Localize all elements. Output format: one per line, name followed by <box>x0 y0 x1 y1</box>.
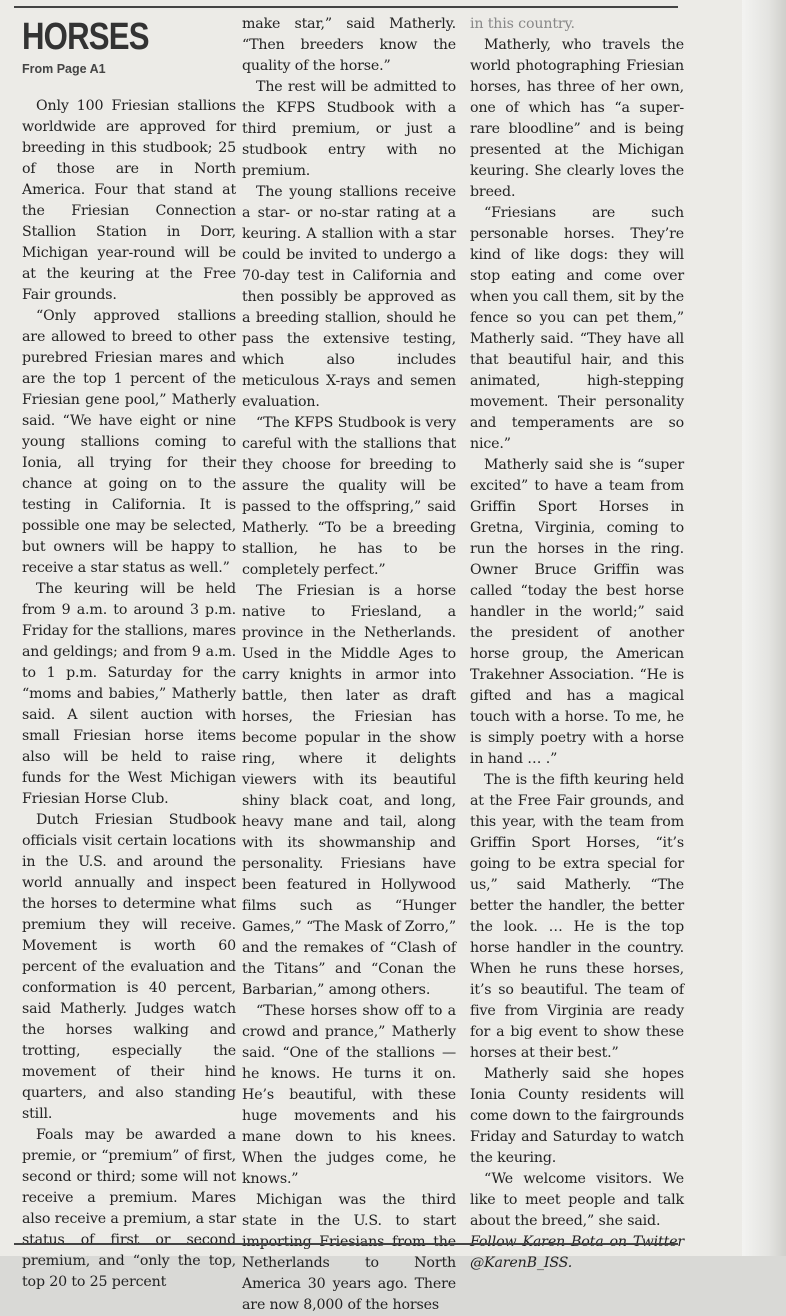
bottom-rule <box>14 1243 678 1245</box>
paragraph: Dutch Friesian Studbook officials visit certain locations in the U.S. and around the world annually and inspect the horses to determine what premium they will receive. Movement is worth 60 percent of the evaluation and conformation is 40 percent, said Matherly. Judges watch the horses walking and trotting, especially the movement of their hind quarters, and also standing still. <box>22 812 236 1122</box>
paragraph: Matherly said she is “super excited” to have a team from Griffin Sport Horses in Gretna, Virginia, coming to run the horses in the ring. Owner Bruce Griffin was called “today the best horse handler in the world;” said the president of another horse group, the American Trakehner Association. “He is gifted and has a magical touch with a horse. To me, he is simply poetry with a horse in hand … .” <box>470 457 684 767</box>
paragraph: “We welcome visitors. We like to meet people and talk about the breed,” she said. <box>470 1171 684 1229</box>
paragraph: Matherly, who travels the world photographing Friesian horses, has three of her own, one of which has “a super-rare bloodline” and is being presented at the Michigan keuring. She clearly loves the breed. <box>470 37 684 200</box>
paragraph: “The KFPS Studbook is very careful with the stallions that they choose for breeding to assure the quality will be passed to the offspring,” said Matherly. “To be a breeding stallion, he has to be completely perfect.” <box>242 415 456 578</box>
jump-line: From Page A1 <box>22 62 106 76</box>
paragraph: make star,” said Matherly. “Then breeders know the quality of the horse.” <box>242 16 456 74</box>
paragraph: The rest will be admitted to the KFPS Studbook with a third premium, or just a studbook entry with no premium. <box>242 79 456 179</box>
paragraph: The young stallions receive a star- or no-star rating at a keuring. A stallion with a star could be invited to undergo a 70-day test in California and then possibly be approved as a breeding stallion, should he pass the extensive testing, which also includes meticulous X-rays and semen evaluation. <box>242 184 456 410</box>
paragraph: The is the fifth keuring held at the Free Fair grounds, and this year, with the team from Griffin Sport Horses, “it’s going to be extra special for us,” said Matherly. “The better the handler, the better the look. … He is the top horse handler in the country. When he runs these horses, it’s so beautiful. The team of five from Virginia are ready for a big event to show these horses at their best.” <box>470 772 684 1061</box>
paragraph: Foals may be awarded a premie, or “premium” of first, second or third; some will not receive a premium. Mares also receive a premium, a star status of first or second premium, and “only the top, top 20 to 25 percent <box>22 1127 236 1290</box>
article-column-3 <box>470 14 684 1274</box>
paragraph: Only 100 Friesian stallions worldwide are approved for breeding in this studbook; 25 of those are in North America. Four that stand at the Friesian Connection Stallion Station in Dorr, Michigan year-round will be at the keuring at the Free Fair grounds. <box>22 98 236 303</box>
paragraph: “These horses show off to a crowd and prance,” Matherly said. “One of the stallions — he knows. He turns it on. He’s beautiful, with these huge movements and his mane down to his knees. When the judges come, he knows.” <box>242 1003 456 1187</box>
top-rule <box>14 6 678 8</box>
paragraph: The Friesian is a horse native to Friesland, a province in the Netherlands. Used in the Middle Ages to carry knights in armor into battle, then later as draft horses, the Friesian has become popular in the show ring, where it delights viewers with its beautiful shiny black coat, and long, heavy mane and tail, along with its showmanship and personality. Friesians have been featured in Hollywood films such as “Hunger Games,” “The Mask of Zorro,” and the remakes of “Clash of the Titans” and “Conan the Barbarian,” among others. <box>242 583 456 998</box>
paragraph: in this country. <box>470 16 575 32</box>
paragraph: Matherly said she hopes Ionia County residents will come down to the fairgrounds Friday and Saturday to watch the keuring. <box>470 1066 684 1166</box>
paragraph: “Friesians are such personable horses. They’re kind of like dogs: they will stop eating and come over when you call them, sit by the fence so you can pet them,” Matherly said. “They have all that beautiful hair, and this animated, high-stepping movement. Their personality and temperaments are so nice.” <box>470 205 684 452</box>
article-column-2 <box>242 14 456 1316</box>
article-column-1 <box>22 96 236 1293</box>
headline: HORSES <box>22 16 149 58</box>
paragraph: The keuring will be held from 9 a.m. to around 3 p.m. Friday for the stallions, mares and geldings; and from 9 a.m. to 1 p.m. Saturday for the “moms and babies,” Matherly said. A silent auction with small Friesian horse items also will be held to raise funds for the West Michigan Friesian Horse Club. <box>22 581 236 807</box>
signoff: Follow Karen Bota on Twitter @KarenB_ISS. <box>470 1234 684 1271</box>
paragraph: Michigan was the third state in the U.S. to start importing Friesians from the Netherlands to North America 30 years ago. There are now 8,000 of the horses <box>242 1192 456 1313</box>
paragraph: “Only approved stallions are allowed to breed to other purebred Friesian mares and are the top 1 percent of the Friesian gene pool,” Matherly said. “We have eight or nine young stallions coming to Ionia, all trying for their chance at going on to the testing in California. It is possible one may be selected, but owners will be happy to receive a star status as well.” <box>22 308 236 576</box>
scanned-page-edge <box>742 0 786 1256</box>
